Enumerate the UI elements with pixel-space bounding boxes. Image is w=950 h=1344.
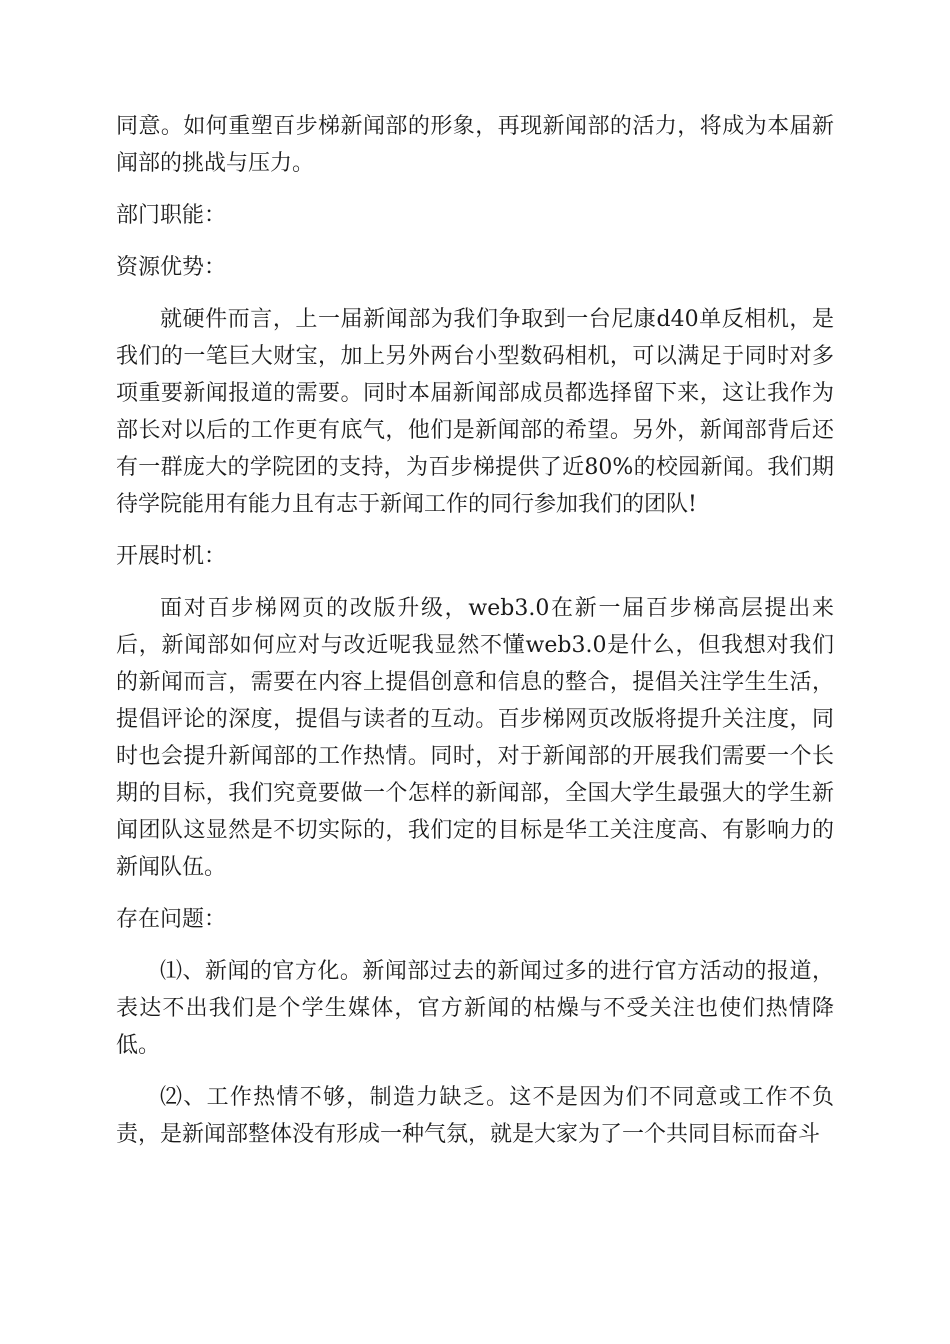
document-body	[116, 108, 834, 1153]
heading-resource-advantages: 资源优势：	[116, 255, 227, 280]
heading-timing: 开展时机：	[116, 544, 227, 569]
paragraph-web-upgrade: 面对百步梯网页的改版升级，web3.0在新一届百步梯高层提出来后，新闻部如何应对与改近呢我显然不懂web3.0是什么，但我想对我们的新闻而言，需要在内容上提倡创意和信息的整合，提倡关注学生生活，提倡评论的深度，提倡与读者的互动。百步梯网页改版将提升关注度，同时也会提升新闻部的工作热情。同时，对于新闻部的开展我们需要一个长期的目标，我们究竟要做一个怎样的新闻部，全国大学生最强大的学生新闻团队这显然是不切实际的，我们定的目标是华工关注度高、有影响力的新闻队伍。	[116, 596, 834, 880]
paragraph-intro-end: 同意。如何重塑百步梯新闻部的形象，再现新闻部的活力，将成为本届新闻部的挑战与压力。	[116, 114, 834, 176]
paragraph-hardware: 就硬件而言，上一届新闻部为我们争取到一台尼康d40单反相机，是我们的一笔巨大财宝，加上另外两台小型数码相机，可以满足于同时对多项重要新闻报道的需要。同时本届新闻部成员都选择留下来，这让我作为部长对以后的工作更有底气，他们是新闻部的希望。另外，新闻部背后还有一群庞大的学院团的支持，为百步梯提供了近80%的校园新闻。我们期待学院能用有能力且有志于新闻工作的同行参加我们的团队!	[116, 307, 834, 517]
heading-existing-problems: 存在问题：	[116, 907, 227, 932]
heading-department-functions: 部门职能：	[116, 203, 227, 228]
paragraph-problem-2: ⑵、工作热情不够，制造力缺乏。这不是因为们不同意或工作不负责，是新闻部整体没有形成一种气氛，就是大家为了一个共同目标而奋斗	[116, 1085, 834, 1147]
paragraph-problem-1: ⑴、新闻的官方化。新闻部过去的新闻过多的进行官方活动的报道，表达不出我们是个学生媒体，官方新闻的枯燥与不受关注也使们热情降低。	[116, 959, 834, 1058]
